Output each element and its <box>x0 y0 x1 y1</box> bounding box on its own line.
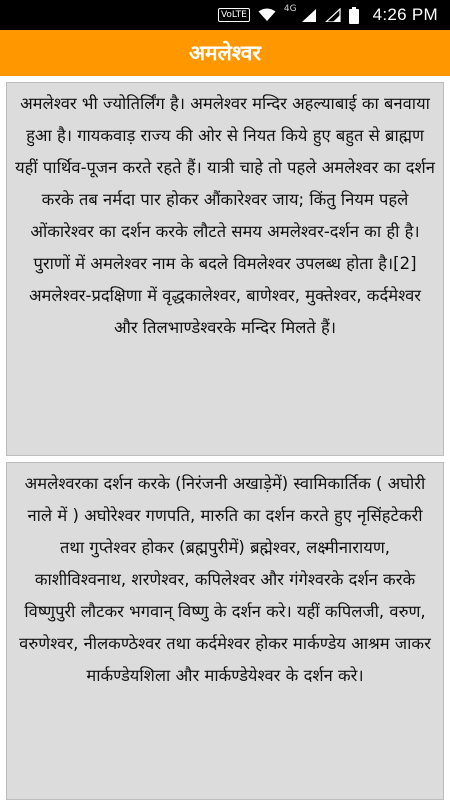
clock: 4:26 PM <box>372 5 438 24</box>
cell-signal-secondary-icon <box>325 8 341 22</box>
cell-signal-icon <box>301 8 317 22</box>
paragraph-card <box>6 82 444 456</box>
status-bar <box>0 0 450 30</box>
content-paragraph-2 <box>0 462 450 800</box>
page-title: अमलेश्वर <box>188 41 262 65</box>
paragraph-card <box>6 462 444 800</box>
volte-badge: VoLTE <box>218 8 250 22</box>
content-paragraph-1 <box>0 82 450 456</box>
wifi-icon <box>258 8 276 22</box>
page-title-bar <box>0 30 450 76</box>
network-type-label: 4G <box>283 4 297 14</box>
paragraph-text: अमलेश्वरका दर्शन करके (निरंजनी अखाड़ेमें) स्वामिकार्तिक ( अघोरी नाले में ) अघोरेश्वर गणपति, मारुति का दर्शन करते हुए नृसिंहटेकरी तथा गुप्तेश्वर होकर (ब्रह्मपुरीमें) ब्रह्मेश्वर, लक्ष्मीनारायण, काशीविश्वनाथ, शरणेश्वर, कपिलेश्वर और गंगेश्वरके दर्शन करके विष्णुपुरी लौटकर भगवान् विष्णु के दर्शन करे। यहीं कपिलजी, वरुण, वरुणेश्वर, नीलकण्ठेश्वर तथा कर्दमेश्वर होकर मार्कण्डेय आश्रम जाकर मार्कण्डेयशिला और मार्कण्डेयेश्वर के दर्शन करे। <box>19 474 431 685</box>
status-icons <box>218 0 438 30</box>
paragraph-text: अमलेश्वर भी ज्योतिर्लिंग है। अमलेश्वर मन्दिर अहल्याबाई का बनवाया हुआ है। गायकवाड़ राज्य की ओर से नियत किये हुए बहुत से ब्राह्मण यहीं पार्थिव-पूजन करते रहते हैं। यात्री चाहे तो पहले अमलेश्वर का दर्शन करके तब नर्मदा पार होकर औंकारेश्वर जाय; किंतु नियम पहले ओंकारेश्वर का दर्शन करके लौटते समय अमलेश्वर-दर्शन का ही है। पुराणों में अमलेश्वर नाम के बदले विमलेश्वर उपलब्ध होता है।[2] अमलेश्वर-प्रदक्षिणा में वृद्धकालेश्वर, बाणेश्वर, मुक्तेश्वर, कर्दमेश्वर और तिलभाण्डेश्वरके मन्दिर मिलते हैं। <box>15 94 435 337</box>
battery-icon <box>349 7 359 24</box>
